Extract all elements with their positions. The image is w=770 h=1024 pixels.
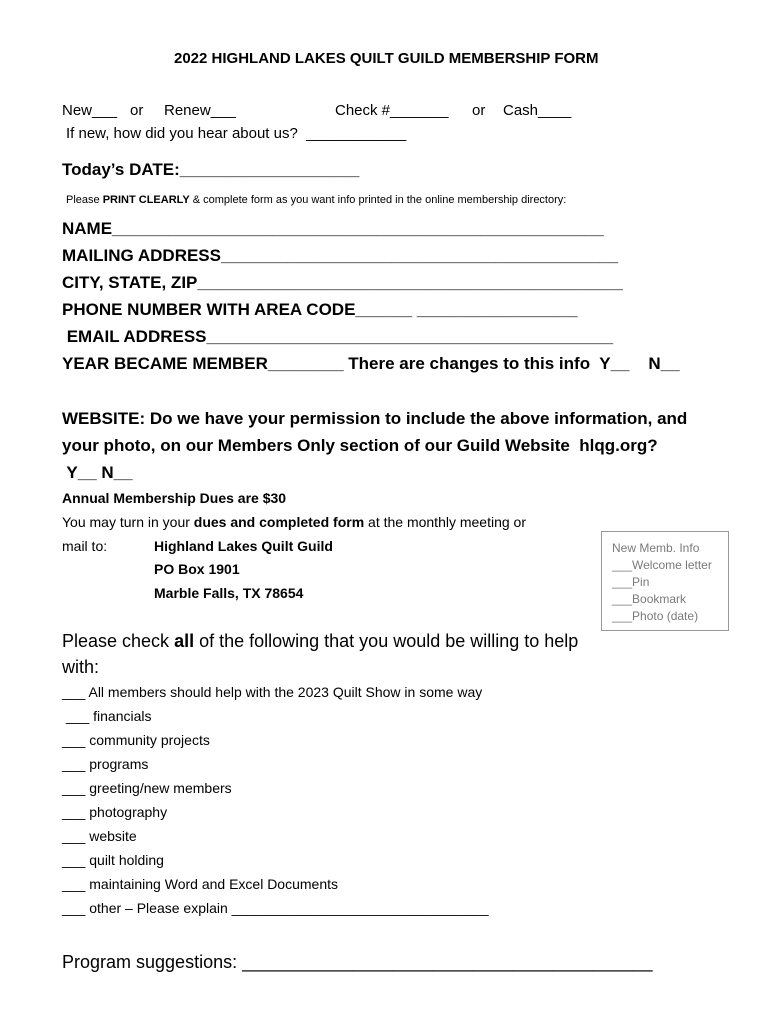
help-heading-bold: all: [174, 631, 195, 651]
form-title: 2022 HIGHLAND LAKES QUILT GUILD MEMBERSHIP FORM: [174, 50, 599, 67]
help-option[interactable]: ___ All members should help with the 2023 Quilt Show in some way: [62, 684, 483, 700]
cash-option[interactable]: Cash____: [503, 102, 572, 119]
city-state-zip-field[interactable]: CITY, STATE, ZIP_____________________________________________: [62, 273, 623, 292]
turn-in-bold: dues and completed form: [193, 514, 365, 530]
program-suggestions-field[interactable]: Program suggestions: _________________________________________: [62, 952, 653, 972]
help-heading-pre: Please check: [62, 631, 175, 651]
mail-to-label: mail to:: [62, 538, 108, 554]
help-option[interactable]: ___ community projects: [62, 732, 210, 748]
new-option[interactable]: New___: [62, 102, 118, 119]
help-option[interactable]: ___ programs: [62, 756, 149, 772]
help-option[interactable]: ___ website: [62, 828, 137, 844]
website-permission-yes-no[interactable]: Y__ N__: [62, 463, 133, 482]
new-member-info-box: [601, 531, 729, 631]
print-instructions: [66, 195, 566, 206]
todays-date-field[interactable]: Today’s DATE:___________________: [62, 160, 360, 179]
mail-address-line: Marble Falls, TX 78654: [154, 585, 304, 601]
help-heading: [62, 632, 578, 650]
check-number-field[interactable]: Check #_______: [335, 102, 449, 119]
renew-option[interactable]: Renew___: [164, 102, 236, 119]
phone-field[interactable]: PHONE NUMBER WITH AREA CODE______ _________________: [62, 300, 578, 319]
mail-address-line: PO Box 1901: [154, 561, 240, 577]
hear-about-field[interactable]: If new, how did you hear about us? ____________: [66, 125, 407, 142]
email-field[interactable]: EMAIL ADDRESS___________________________________________: [62, 327, 614, 346]
mailing-address-field[interactable]: MAILING ADDRESS__________________________________________: [62, 246, 619, 265]
instructions-bold: PRINT CLEARLY: [102, 194, 190, 206]
website-permission-line1: WEBSITE: Do we have your permission to include the above information, and: [62, 409, 688, 428]
help-heading-post: of the following that you would be willing to help: [194, 631, 579, 651]
office-box-item[interactable]: ___Welcome letter: [612, 558, 712, 572]
name-field[interactable]: NAME____________________________________________________: [62, 219, 604, 238]
help-option[interactable]: ___ photography: [62, 804, 168, 820]
office-box-title: New Memb. Info: [612, 541, 700, 555]
or-text: or: [472, 102, 486, 119]
help-option-other[interactable]: ___ other – Please explain _________________________________: [62, 900, 489, 916]
help-heading-continued: with:: [62, 657, 100, 677]
turn-in-text: [62, 515, 526, 529]
turn-in-pre: You may turn in your: [62, 514, 194, 530]
help-option[interactable]: ___ quilt holding: [62, 852, 164, 868]
mail-address-line: Highland Lakes Quilt Guild: [154, 538, 333, 554]
help-option[interactable]: ___ financials: [62, 708, 152, 724]
website-permission-line2: your photo, on our Members Only section of our Guild Website hlqg.org?: [62, 436, 658, 455]
turn-in-post: at the monthly meeting or: [364, 514, 527, 530]
help-option[interactable]: ___ greeting/new members: [62, 780, 232, 796]
year-became-member-field[interactable]: YEAR BECAME MEMBER________ There are changes to this info Y__ N__: [62, 354, 680, 373]
instructions-pre: Please: [66, 194, 103, 206]
help-option[interactable]: ___ maintaining Word and Excel Documents: [62, 876, 339, 892]
instructions-post: & complete form as you want info printed in the online membership directory:: [189, 194, 567, 206]
office-box-item[interactable]: ___Pin: [612, 575, 650, 589]
office-box-item[interactable]: ___Bookmark: [612, 592, 687, 606]
office-box-item[interactable]: ___Photo (date): [612, 609, 699, 623]
or-text: or: [130, 102, 144, 119]
dues-heading: Annual Membership Dues are $30: [62, 490, 287, 506]
